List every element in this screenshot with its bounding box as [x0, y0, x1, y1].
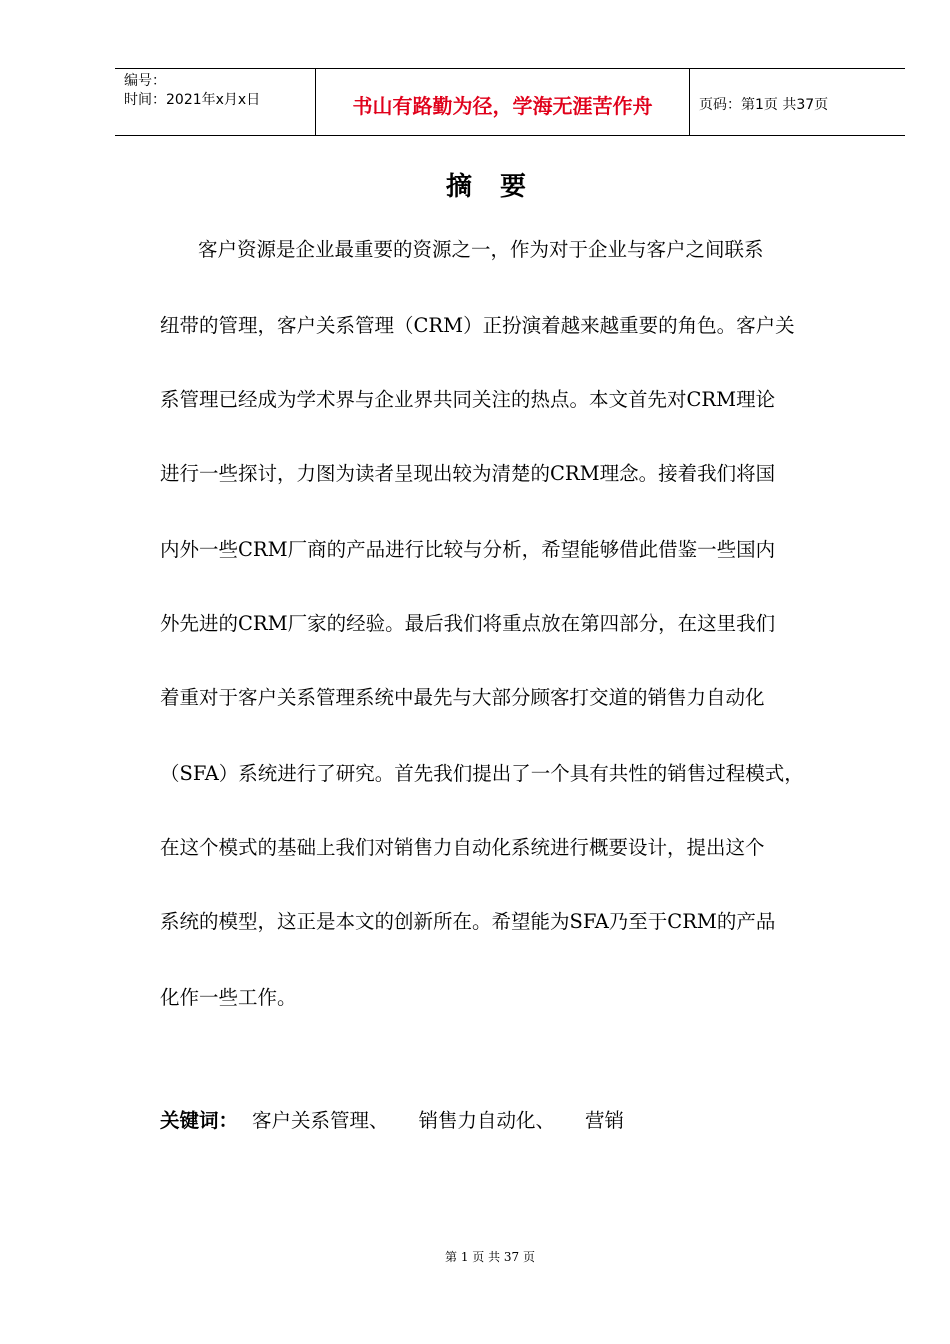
abstract-title: 摘要 — [445, 172, 554, 202]
abstract-line: 外先进的CRM厂家的经验。最后我们将重点放在第四部分，在这里我们 — [160, 612, 776, 635]
page-footer: 第 1 页 共 37 页 — [445, 1250, 535, 1264]
abstract-line: 化作一些工作。 — [160, 986, 297, 1009]
abstract-line: 着重对于客户关系管理系统中最先与大部分顾客打交道的销售力自动化 — [160, 686, 765, 709]
header-motto: 书山有路勤为径，学海无涯苦作舟 — [316, 69, 690, 135]
abstract-line: （SFA）系统进行了研究。首先我们提出了一个具有共性的销售过程模式， — [160, 762, 804, 785]
document-number-label: 编号： — [124, 73, 166, 89]
abstract-line: 内外一些CRM厂商的产品进行比较与分析，希望能够借此借鉴一些国内 — [160, 538, 776, 561]
abstract-line: 在这个模式的基础上我们对销售力自动化系统进行概要设计，提出这个 — [160, 836, 765, 859]
keyword-item: 营销 — [585, 1109, 625, 1132]
abstract-line: 系统的模型，这正是本文的创新所在。希望能为SFA乃至于CRM的产品 — [160, 910, 776, 933]
document-time: 时间：2021年x月x日 — [124, 92, 261, 108]
keywords-row — [160, 1108, 624, 1134]
abstract-line: 纽带的管理，客户关系管理（CRM）正扮演着越来越重要的角色。客户关 — [160, 314, 795, 337]
header-page-info: 页码：第1页 共37页 — [699, 97, 829, 113]
keyword-item: 客户关系管理、 — [252, 1109, 389, 1132]
keyword-item: 销售力自动化、 — [418, 1109, 556, 1132]
abstract-line: 系管理已经成为学术界与企业界共同关注的热点。本文首先对CRM理论 — [160, 388, 776, 411]
page-header — [115, 68, 905, 136]
keywords-label: 关键词： — [160, 1109, 239, 1132]
abstract-line: 进行一些探讨，力图为读者呈现出较为清楚的CRM理念。接着我们将国 — [160, 462, 776, 485]
header-meta — [115, 69, 316, 135]
abstract-line: 客户资源是企业最重要的资源之一，作为对于企业与客户之间联系 — [198, 238, 764, 261]
